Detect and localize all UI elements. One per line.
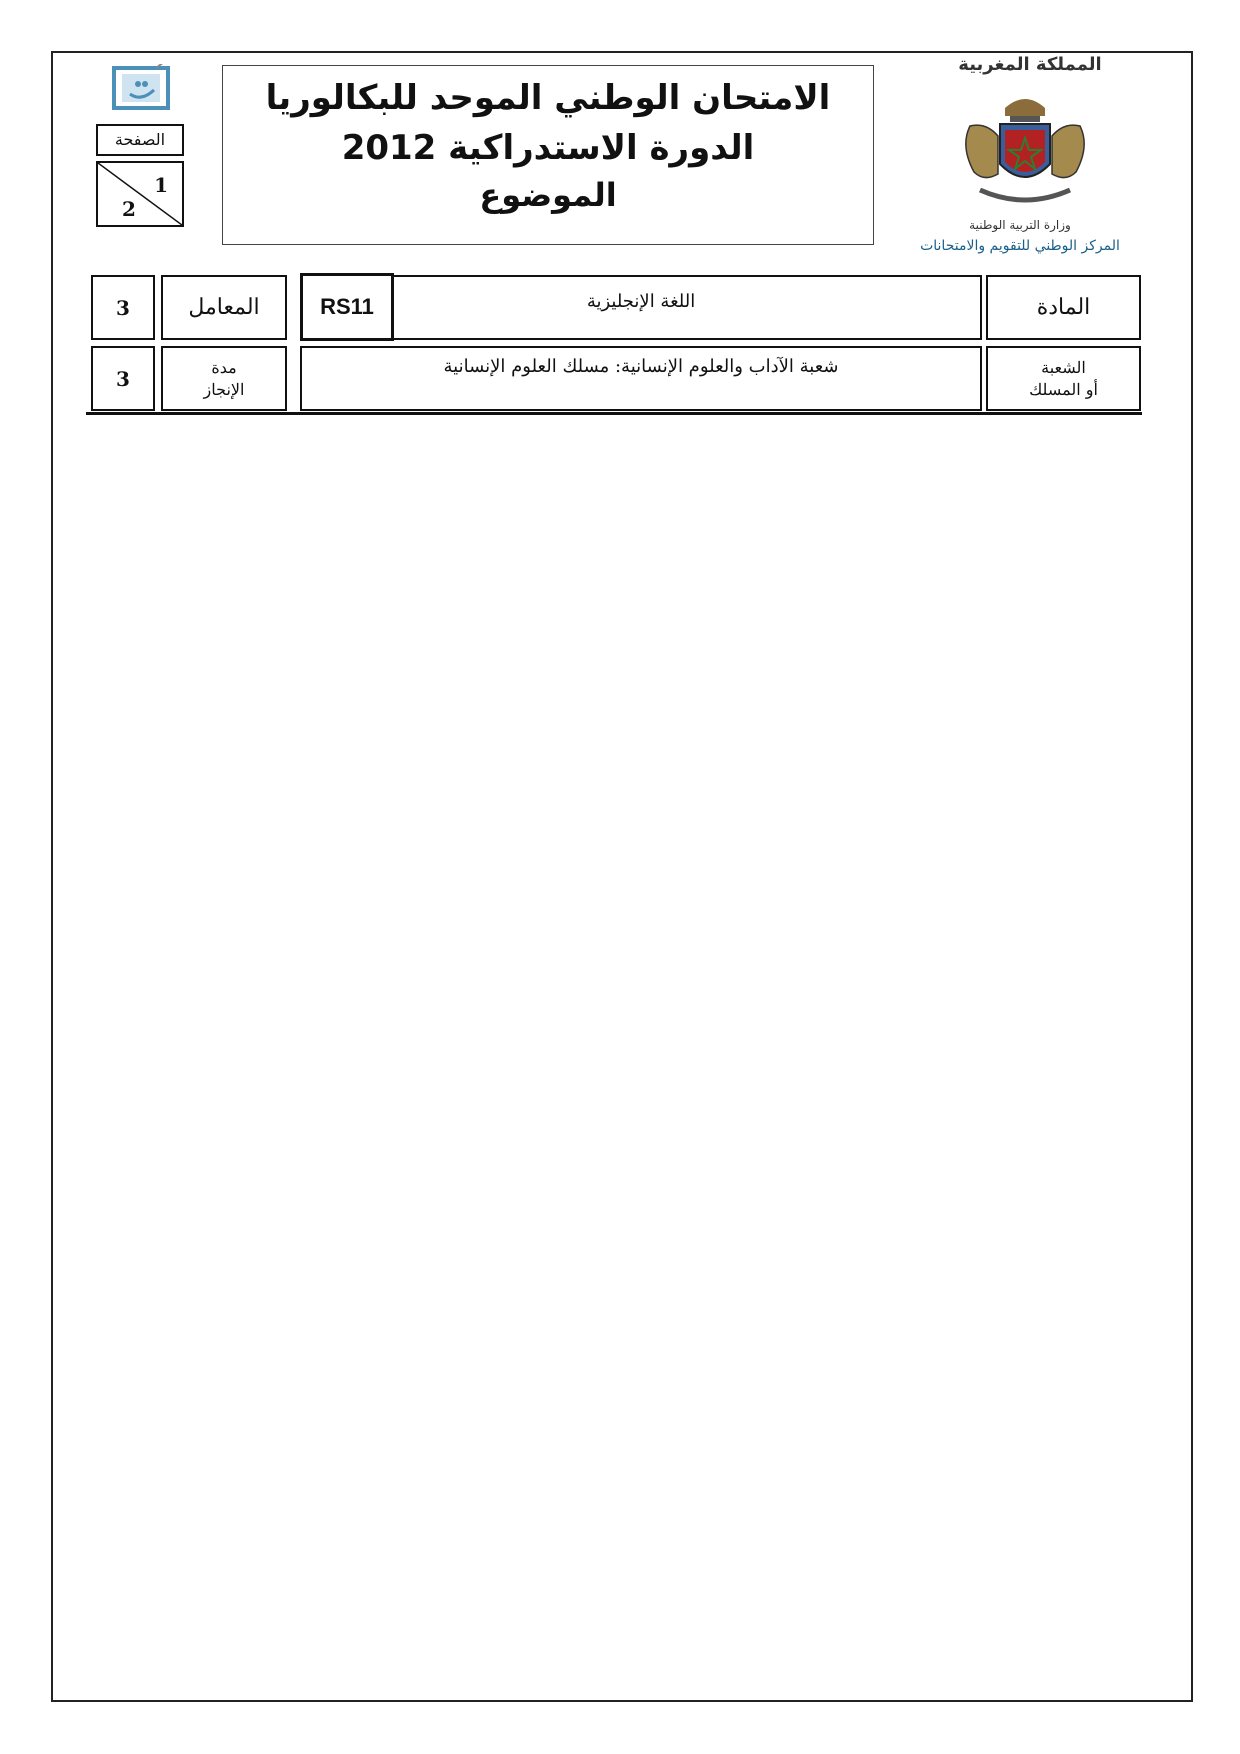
subject-code: RS11 — [300, 273, 394, 341]
duration-label — [161, 346, 287, 411]
duration-label-line2: الإنجاز — [203, 379, 245, 399]
exam-center-logo — [112, 64, 170, 112]
ministry-name: وزارة التربية الوطنية — [969, 218, 1071, 232]
duration-value: 3 — [91, 346, 155, 411]
page-current: 1 — [154, 173, 168, 197]
branch-label-line1: الشعبة — [1041, 357, 1086, 377]
exam-title: الامتحان الوطني الموحد للبكالوريا — [265, 78, 831, 118]
kingdom-name: المملكة المغربية — [958, 54, 1102, 75]
branch-label — [986, 346, 1141, 411]
page-counter — [96, 161, 184, 227]
coat-of-arms-emblem — [950, 86, 1100, 216]
branch-label-line2: أو المسلك — [1029, 379, 1098, 399]
subject-value: اللغة الإنجليزية — [300, 275, 982, 340]
exam-topic: الموضوع — [479, 176, 617, 214]
header-divider — [86, 412, 1142, 415]
exam-session: الدورة الاستدراكية 2012 — [341, 128, 755, 168]
exam-center-name: المركز الوطني للتقويم والامتحانات — [920, 238, 1120, 254]
exam-title-box — [222, 65, 874, 245]
diagonal-divider — [98, 163, 182, 225]
coefficient-label: المعامل — [161, 275, 287, 340]
page-total: 2 — [122, 197, 136, 221]
duration-label-line1: مدة — [211, 357, 237, 377]
branch-value: شعبة الآداب والعلوم الإنسانية: مسلك العلوم الإنسانية — [300, 346, 982, 411]
subject-label: المادة — [986, 275, 1141, 340]
coefficient-value: 3 — [91, 275, 155, 340]
page-label: الصفحة — [96, 124, 184, 156]
